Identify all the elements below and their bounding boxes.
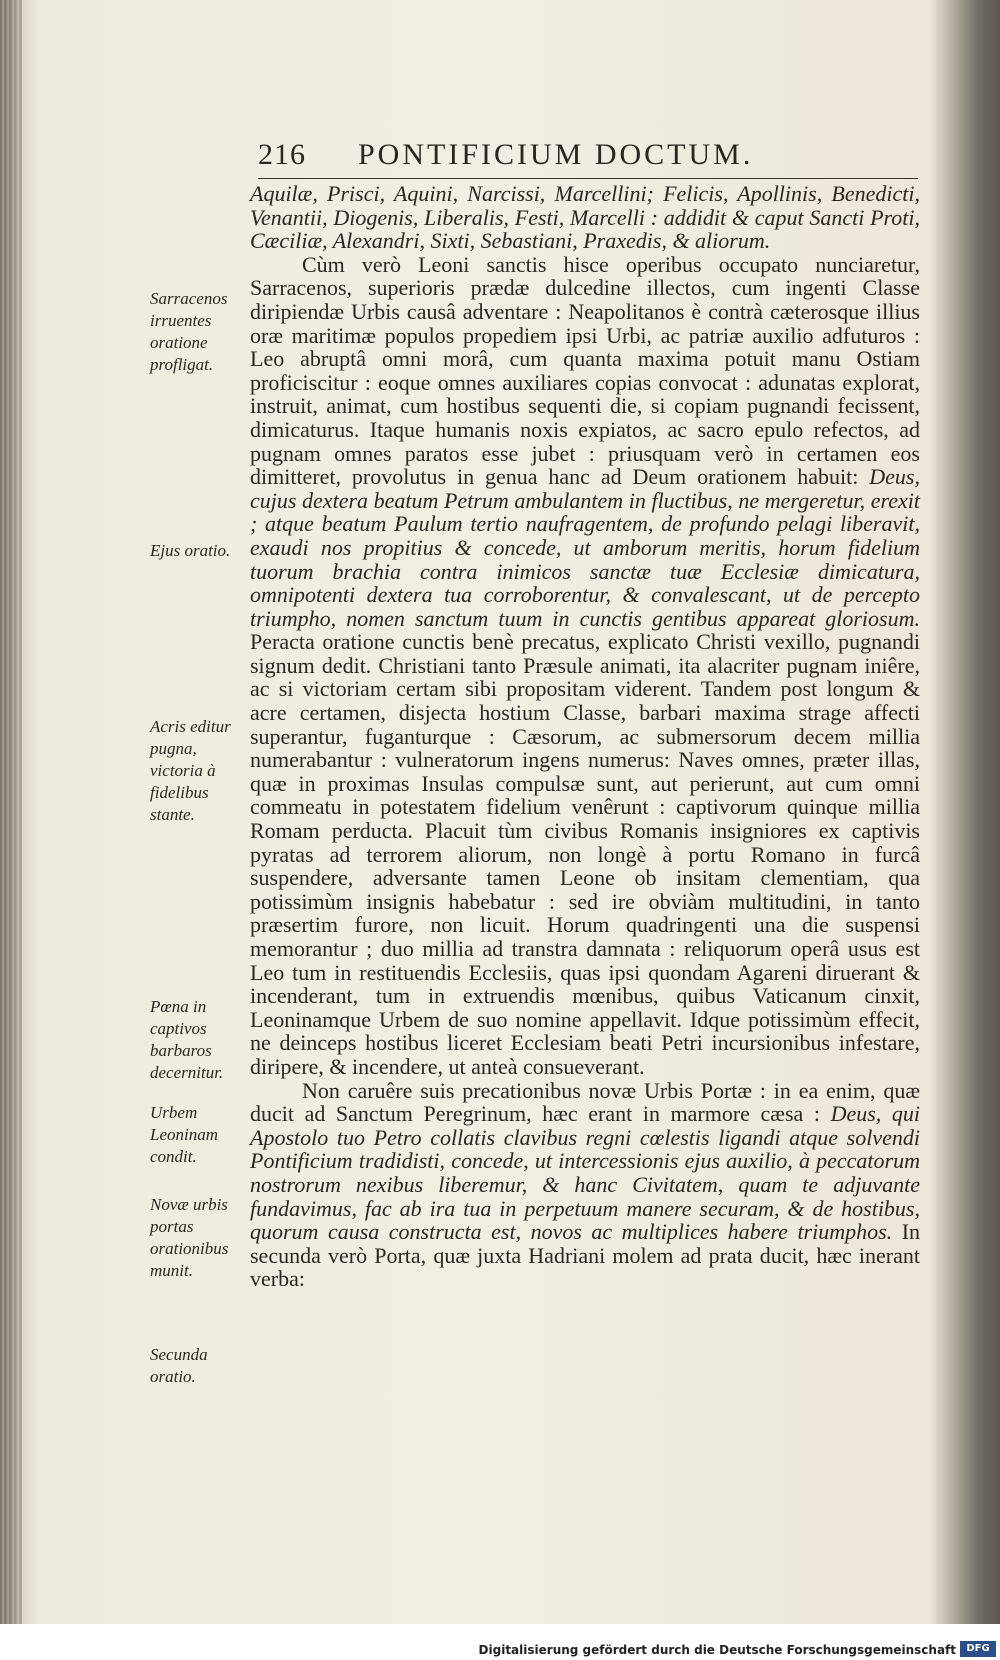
- paragraph-saints-list: Aquilæ, Prisci, Aquini, Narcissi, Marcellini; Felicis, Apollinis, Benedicti, Venantii, Diogenis, Liberalis, Festi, Marcelli : addidit & caput Sancti Proti, Cæciliæ, Alexandri, Sixti, Sebastiani, Praxedis, & aliorum.: [250, 181, 920, 254]
- page-number: 216: [258, 138, 306, 171]
- paragraph-battle: Peracta oratione cunctis benè precatus, explicato Christi vexillo, pugnandi signum dedit. Christiani tanto Præsule animati, ita alacriter pugnam iniêre, ac si victoriam certam sibi propositam viderent. Tandem post longum & acre certamen, disjecta hostium Classe, barbari maxima strage affecti superantur, fuganturque : Cæsorum, ac submersorum decem millia numerabantur : vulneratorum ingens numerus: Naves omnes, præter illas, quæ in proximas Insulas compulsæ sunt, aut perierunt, aut cum omni commeatu in potestatem fidelium venêrunt : captivorum quinque millia Romam perducta. Placuit tùm civibus Romanis insigniores ex captivis pyratas ad terrorem aliorum, non longè à portu Romano in furcâ suspendere, adversante tamen Leone ob insitam clementiam, qua potissimùm insignis habebatur : sed ire obviàm multitudini, in tanto præsertim furore, non licuit. Horum quadringenti una die suspensi memorantur ; duo millia ad transtra damnata : reliquorum operâ usus est Leo tum in restituendis Ecclesiis, quas ipsi quondam Agareni diruerant & incenderant, tum in extruendis mœnibus, quibus Vaticanum cinxit, Leoninamque Urbem de suo nomine appellavit. Idque potissimùm effecit, ne deinceps hostibus liceret Ecclesiam beati Petri incursionibus infestare, diripere, & incendere, ut anteà consueverant.: [250, 629, 920, 1079]
- margin-note: Urbem Leoninam condit.: [150, 1103, 218, 1166]
- paragraph-gates: Non caruêre suis precationibus novæ Urbis Portæ : in ea enim, quæ ducit ad Sanctum Peregrinum, hæc erant in marmore cæsa :: [250, 1077, 920, 1127]
- margin-note: Sarracenos irruentes oratione profligat.: [150, 289, 228, 374]
- margin-notes: [150, 0, 246, 1400]
- paragraph: [250, 1079, 920, 1291]
- paragraph: [250, 253, 920, 1079]
- prayer-text: Deus, cujus dextera beatum Petrum ambulantem in fluctibus, ne mergeretur, erexit ; atque beatum Paulum tertio naufragentem, de profundo pelagi liberavit, exaudi nos propitius & concede, ut amborum meritis, horum fidelium tuorum brachia contra inimicos sanctæ tuæ Ecclesiæ dimicatura, omnipotenti dextera tua corroborentur, & convalescant, ut de percepto triumpho, nomen sanctum tuum in cunctis gentibus appareat gloriosum.: [250, 464, 920, 631]
- margin-note: Pœna in captivos barbaros decernitur.: [150, 997, 224, 1082]
- margin-note: Novæ urbis portas orationibus munit.: [150, 1195, 229, 1280]
- header-rule: [258, 178, 918, 179]
- paragraph-second-gate: In secunda verò Porta, quæ juxta Hadriani molem ad prata ducit, hæc inerant verba:: [250, 1219, 921, 1292]
- running-title: PONTIFICIUM DOCTUM.: [358, 138, 754, 171]
- gate-prayer: Deus, qui Apostolo tuo Petro collatis clavibus regni cœlestis ligandi atque solvendi Pontificium tradidisti, concede, ut intercessionis ejus auxilio, à peccatorum nostrorum nexibus liberemur, & hanc Civitatem, quam te adjuvante fundavimus, fac ab ira tua in perpetuum manere securam, & de hostibus, quorum causa constructa est, novos ac multiplices habere triumphos.: [250, 1101, 921, 1245]
- main-text: [250, 182, 920, 1291]
- margin-note: Secunda oratio.: [150, 1345, 208, 1386]
- dfg-logo: DFG: [960, 1641, 996, 1657]
- page-edge: [0, 0, 22, 1624]
- footer-credit: Digitalisierung gefördert durch die Deutsche Forschungsgemeinschaft: [478, 1643, 956, 1657]
- margin-note: Acris editur pugna, victoria à fidelibus stante.: [150, 717, 231, 824]
- margin-note: Ejus oratio.: [150, 541, 231, 560]
- paragraph-narrative: Cùm verò Leoni sanctis hisce operibus occupato nunciaretur, Sarracenos, superioris prædæ dulcedine illectos, cum ingenti Classe diripiendæ Urbis causâ adventare : Neapolitanos è contrà cæterosque illius oræ maritimæ populos propediem ipsi Urbi, ac patriæ auxilio adfuturos : Leo abruptâ omni morâ, cum quanta maxima potuit manu Ostiam proficiscitur : eoque omnes auxiliares copias convocat : adunatas explorat, instruit, animat, cum hostibus sequenti die, si copiam pugnandi fecissent, dimicaturus. Itaque humanis noxis expiatos, ac sacro epulo refectos, ad pugnam omnes paratos esse jubet : priusquam verò in certamen eos dimitteret, provolutus in genua hanc ad Deum orationem habuit:: [250, 251, 920, 490]
